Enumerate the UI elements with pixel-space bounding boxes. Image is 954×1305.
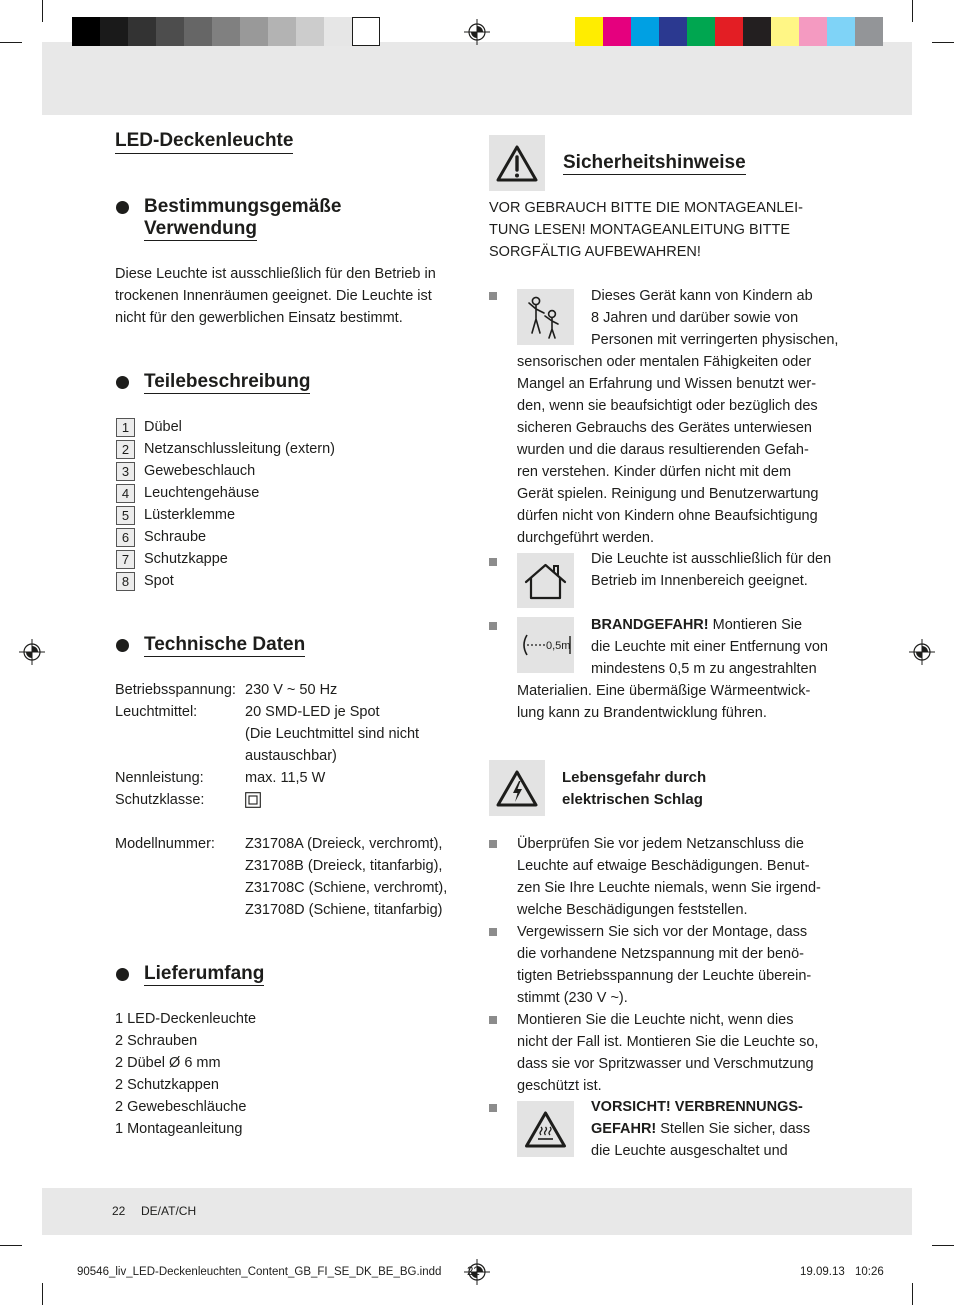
- fire-warning-label: BRANDGEFAHR!: [591, 617, 709, 633]
- section-heading: [144, 371, 310, 394]
- crop-mark: [912, 0, 913, 22]
- section-technical-data: [115, 634, 305, 657]
- text-line: VOR GEBRAUCH BITTE DIE MONTAGEANLEI-: [489, 200, 803, 216]
- parts-list-item: [115, 438, 455, 460]
- spec-label: Nennleistung:: [115, 770, 204, 786]
- part-number-box: 2: [116, 440, 135, 459]
- text-line: nicht für den gewerblichen Einsatz bestimmt.: [115, 310, 403, 326]
- parts-list-item: [115, 482, 455, 504]
- scope-list-item: 1 Montageanleitung: [115, 1121, 243, 1137]
- text-block: [591, 636, 828, 680]
- text-line: Z31708C (Schiene, verchromt),: [245, 880, 448, 896]
- color-swatch: [100, 17, 128, 46]
- color-swatch: [240, 17, 268, 46]
- part-number-box: 7: [116, 550, 135, 569]
- crop-mark: [932, 1245, 954, 1246]
- fire-warning-text: [517, 680, 810, 724]
- text-line: Diese Leuchte ist ausschließlich für den Betrieb in: [115, 266, 436, 282]
- burn-warning-label: VORSICHT! VERBRENNUNGS-: [591, 1099, 803, 1115]
- text-fragment: Montieren Sie: [712, 617, 803, 633]
- bullet-square: [489, 928, 497, 936]
- text-line: austauschbar): [245, 748, 337, 764]
- bullet-dot: [116, 639, 129, 652]
- text-line: ren verstehen. Kinder dürfen nicht mit dem: [517, 464, 792, 480]
- registration-mark-icon: [18, 638, 46, 666]
- scope-list-item: 2 Dübel Ø 6 mm: [115, 1055, 221, 1071]
- crop-mark: [912, 1283, 913, 1305]
- color-swatch: [827, 17, 855, 46]
- section-heading: [144, 963, 264, 986]
- spec-value: [245, 701, 465, 767]
- text-line: Z31708A (Dreieck, verchromt),: [245, 836, 443, 852]
- color-swatch: [128, 17, 156, 46]
- heading-line: Sicherheitshinweise: [563, 152, 746, 173]
- text-line: [591, 1118, 810, 1140]
- distance-label: 0,5m: [546, 640, 571, 652]
- text-line: elektrischen Schlag: [562, 791, 703, 808]
- slug-date: 19.09.13: [800, 1266, 845, 1278]
- distance-icon-box: [517, 617, 574, 673]
- text-line: dürfen nicht von Kindern ohne Beaufsichtigung: [517, 508, 818, 524]
- section-heading: [144, 634, 305, 657]
- registration-mark-icon: [463, 18, 491, 46]
- crop-mark: [42, 0, 43, 22]
- text-fragment: Stellen Sie sicher, dass: [660, 1121, 811, 1137]
- country-codes: DE/AT/CH: [141, 1204, 197, 1218]
- section-scope-of-delivery: [115, 963, 264, 986]
- crop-mark: [42, 1283, 43, 1305]
- indoor-icon-box: [517, 553, 574, 608]
- bullet-square: [489, 292, 497, 300]
- spec-row: [115, 701, 465, 767]
- text-line: (Die Leuchtmittel sind nicht: [245, 726, 420, 742]
- part-number-box: 6: [116, 528, 135, 547]
- text-line: Überprüfen Sie vor jedem Netzanschluss die: [517, 836, 804, 852]
- spec-row: [115, 833, 465, 921]
- text-line: stimmt (230 V ~).: [517, 990, 628, 1006]
- color-swatch: [855, 17, 883, 46]
- text-line: Dieses Gerät kann von Kindern ab: [591, 288, 813, 304]
- bullet-dot: [116, 201, 129, 214]
- color-swatch: [212, 17, 240, 46]
- burn-warning-label: GEFAHR!: [591, 1121, 657, 1137]
- part-label: Gewebeschlauch: [144, 463, 256, 479]
- spec-value: [245, 679, 465, 701]
- electric-warning-bullet: [517, 921, 811, 1009]
- slug-time: 10:26: [855, 1266, 884, 1278]
- scope-list-item: 1 LED-Deckenleuchte: [115, 1011, 257, 1027]
- heading-line: Technische Daten: [144, 634, 306, 655]
- intended-use-text: [115, 263, 436, 329]
- spec-label: Modellnummer:: [115, 836, 215, 852]
- spec-row: [115, 767, 465, 789]
- text-line: Z31708D (Schiene, titanfarbig): [245, 902, 443, 918]
- parts-list-item: [115, 416, 455, 438]
- minimum-distance-icon: [517, 617, 574, 673]
- part-label: Leuchtengehäuse: [144, 485, 260, 501]
- color-swatch: [771, 17, 799, 46]
- heading-line: Teilebeschreibung: [144, 371, 311, 392]
- spec-label: Leuchtmittel:: [115, 704, 198, 720]
- parts-list: [115, 416, 455, 592]
- process-color-bar: [575, 17, 883, 46]
- scope-list-item: 2 Gewebeschläuche: [115, 1099, 247, 1115]
- crop-mark: [0, 42, 22, 43]
- spec-value: [245, 789, 465, 811]
- text-line: Vergewissern Sie sich vor der Montage, dass: [517, 924, 808, 940]
- part-label: Netzanschlussleitung (extern): [144, 441, 336, 457]
- text-line: Betrieb im Innenbereich geeignet.: [591, 573, 808, 589]
- text-line: tigten Betriebsspannung der Leuchte überein-: [517, 968, 812, 984]
- child-supervision-icon: [517, 289, 574, 345]
- spec-value: [245, 767, 465, 789]
- color-swatch: [603, 17, 631, 46]
- crop-mark: [932, 42, 954, 43]
- burn-warning-text: [591, 1096, 810, 1162]
- text-line: die Leuchte ausgeschaltet und: [591, 1143, 788, 1159]
- text-line: Mangel an Erfahrung und Wissen benutzt wer-: [517, 376, 817, 392]
- electric-warning-heading: [562, 767, 706, 811]
- text-line: 230 V ~ 50 Hz: [245, 682, 338, 698]
- text-line: Gerät spielen. Reinigung und Benutzerwartung: [517, 486, 819, 502]
- part-label: Spot: [144, 573, 174, 589]
- part-number-box: 4: [116, 484, 135, 503]
- bullet-dot: [116, 968, 129, 981]
- text-line: sicheren Gebrauchs des Gerätes unterwiesen: [517, 420, 812, 436]
- text-line: Lebensgefahr durch: [562, 769, 707, 786]
- text-line: trockenen Innenräumen geeignet. Die Leuchte ist: [115, 288, 432, 304]
- protection-class-ii-icon: [245, 792, 261, 808]
- text-line: sensorischen oder mentalen Fähigkeiten oder: [517, 354, 812, 370]
- bullet-square: [489, 622, 497, 630]
- text-line: [591, 614, 828, 636]
- text-line: TUNG LESEN! MONTAGEANLEITUNG BITTE: [489, 222, 791, 238]
- registration-mark-icon: [908, 638, 936, 666]
- section-heading: [144, 196, 341, 241]
- part-label: Lüsterklemme: [144, 507, 236, 523]
- page-number: 22: [112, 1204, 126, 1218]
- part-number-box: 5: [116, 506, 135, 525]
- children-warning-text: [517, 351, 818, 549]
- color-swatch: [575, 17, 603, 46]
- electric-warning-bullet: [517, 1009, 818, 1097]
- spec-label: Betriebsspannung:: [115, 682, 236, 698]
- text-line: Montieren Sie die Leuchte nicht, wenn dies: [517, 1012, 794, 1028]
- page-title: LED-Deckenleuchte: [115, 129, 293, 154]
- parts-list-item: [115, 570, 455, 592]
- spec-label: Schutzklasse:: [115, 792, 205, 808]
- spec-spacer: [115, 811, 465, 833]
- hot-surface-warning-icon: [517, 1101, 574, 1157]
- slug-page-number: 22: [467, 1266, 480, 1278]
- hot-surface-icon-box: [517, 1101, 574, 1157]
- part-number-box: 8: [116, 572, 135, 591]
- color-swatch: [296, 17, 324, 46]
- part-label: Schutzkappe: [144, 551, 228, 567]
- color-swatch: [799, 17, 827, 46]
- fire-warning-text: [591, 614, 828, 680]
- part-number-box: 3: [116, 462, 135, 481]
- warning-triangle-icon: [489, 135, 545, 191]
- text-line: durchgeführt werden.: [517, 530, 655, 546]
- spec-row: [115, 789, 465, 811]
- indoor-use-text: [591, 548, 831, 592]
- bullet-square: [489, 1016, 497, 1024]
- part-label: Dübel: [144, 419, 182, 435]
- grayscale-color-bar: [72, 17, 380, 46]
- text-line: Leuchte auf etwaige Beschädigungen. Benut-: [517, 858, 810, 874]
- text-line: lung kann zu Brandentwicklung führen.: [517, 705, 767, 721]
- text-block: [591, 1140, 810, 1162]
- slug-file-name: 90546_liv_LED-Deckenleuchten_Content_GB_FI_SE_DK_BE_BG.indd: [77, 1266, 442, 1278]
- bullet-square: [489, 840, 497, 848]
- scope-list-item: 2 Schrauben: [115, 1033, 198, 1049]
- parts-list-item: [115, 460, 455, 482]
- text-line: wurden und die daraus resultierenden Gefah-: [517, 442, 809, 458]
- color-swatch: [268, 17, 296, 46]
- crop-mark: [0, 1245, 22, 1246]
- part-label: Schraube: [144, 529, 207, 545]
- section-intended-use: [115, 196, 341, 241]
- color-swatch: [156, 17, 184, 46]
- section-parts: [115, 371, 310, 394]
- safety-caps-notice: [489, 197, 803, 263]
- spec-row: [115, 679, 465, 701]
- heading-line: Verwendung: [144, 218, 257, 239]
- warning-icon-box: [489, 135, 545, 191]
- text-line: geschützt ist.: [517, 1078, 602, 1094]
- color-swatch: [72, 17, 100, 46]
- color-swatch: [743, 17, 771, 46]
- scope-list: [115, 1008, 256, 1140]
- heading-line: Lieferumfang: [144, 963, 265, 984]
- text-line: 20 SMD-LED je Spot: [245, 704, 380, 720]
- text-line: dass sie vor Spritzwasser und Verschmutzung: [517, 1056, 814, 1072]
- color-swatch: [659, 17, 687, 46]
- color-swatch: [687, 17, 715, 46]
- text-line: Materialien. Eine übermäßige Wärmeentwick-: [517, 683, 811, 699]
- text-line: SORGFÄLTIG AUFBEWAHREN!: [489, 244, 701, 260]
- text-line: mindestens 0,5 m zu angestrahlten: [591, 661, 817, 677]
- parts-list-item: [115, 526, 455, 548]
- children-warning-text: [591, 285, 838, 351]
- text-line: Z31708B (Dreieck, titanfarbig),: [245, 858, 443, 874]
- header-band: [42, 42, 912, 115]
- part-number-box: 1: [116, 418, 135, 437]
- electric-warning-bullet: [517, 833, 821, 921]
- text-line: zen Sie Ihre Leuchte niemals, wenn Sie irgend-: [517, 880, 821, 896]
- heading-line: Bestimmungsgemäße: [144, 196, 342, 217]
- color-swatch: [352, 17, 380, 46]
- color-swatch: [184, 17, 212, 46]
- electric-shock-warning-icon: [489, 760, 545, 816]
- text-line: die vorhandene Netzspannung mit der benö-: [517, 946, 804, 962]
- color-swatch: [631, 17, 659, 46]
- text-line: Die Leuchte ist ausschließlich für den: [591, 551, 832, 567]
- parts-list-item: [115, 504, 455, 526]
- children-icon-box: [517, 289, 574, 345]
- text-line: nicht der Fall ist. Montieren Sie die Leuchte so,: [517, 1034, 819, 1050]
- section-heading: [563, 152, 746, 175]
- specs-table: [115, 679, 465, 921]
- color-swatch: [324, 17, 352, 46]
- text-line: die Leuchte mit einer Entfernung von: [591, 639, 828, 655]
- text-line: 8 Jahren und darüber sowie von: [591, 310, 799, 326]
- text-line: den, wenn sie beaufsichtigt oder bezüglich des: [517, 398, 818, 414]
- bullet-square: [489, 558, 497, 566]
- bullet-square: [489, 1104, 497, 1112]
- scope-list-item: 2 Schutzkappen: [115, 1077, 219, 1093]
- spec-value: [245, 833, 465, 921]
- color-swatch: [715, 17, 743, 46]
- bullet-dot: [116, 376, 129, 389]
- text-line: welche Beschädigungen feststellen.: [517, 902, 748, 918]
- electric-icon-box: [489, 760, 545, 816]
- house-icon: [517, 553, 574, 608]
- text-line: max. 11,5 W: [245, 770, 326, 786]
- text-line: Personen mit verringerten physischen,: [591, 332, 839, 348]
- parts-list-item: [115, 548, 455, 570]
